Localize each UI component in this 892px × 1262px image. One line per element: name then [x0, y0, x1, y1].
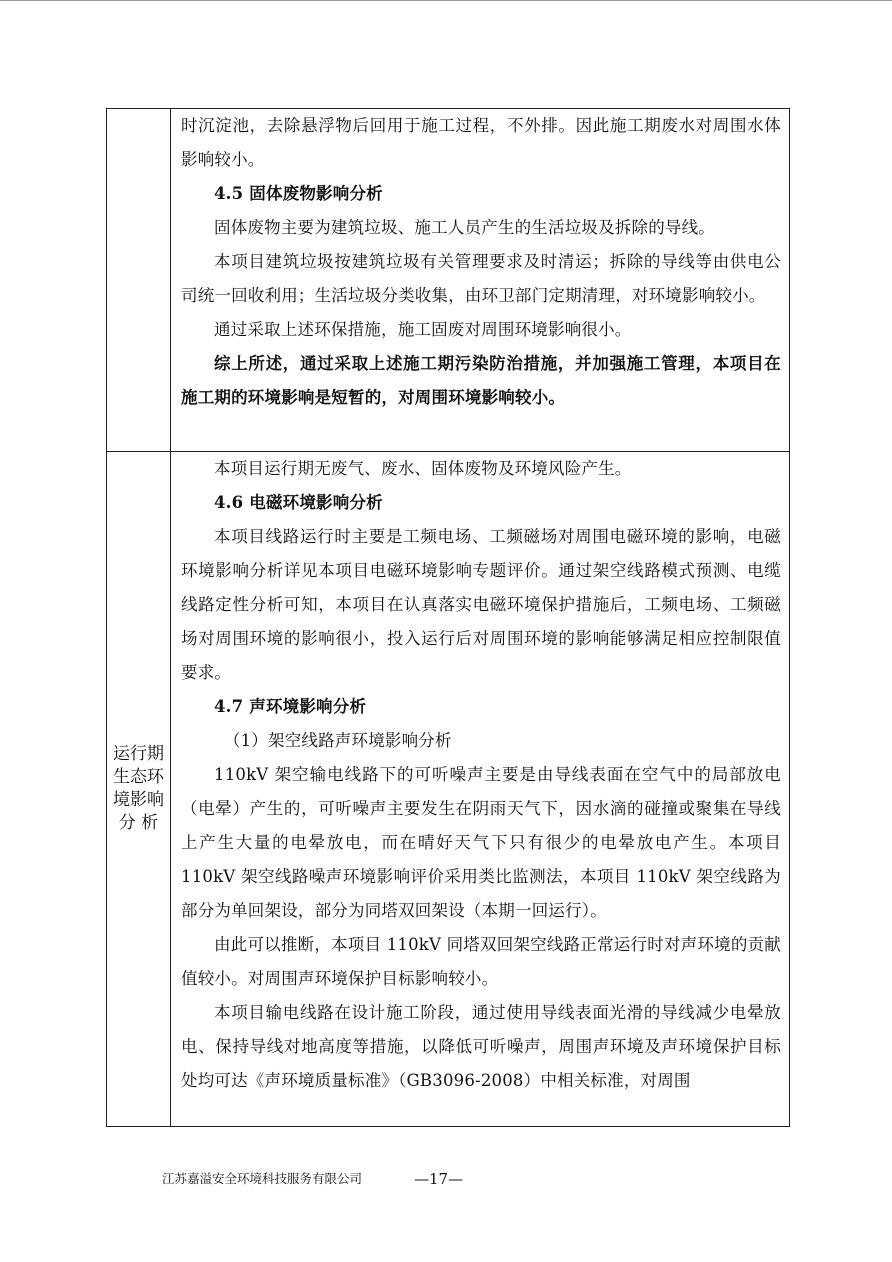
- subheading-overhead-line: （1）架空线路声环境影响分析: [223, 731, 452, 750]
- paragraph-noise-inference: 由此可以推断，本项目 110kV 同塔双回架空线路正常运行时对声环境的贡献值较小。对周围声环境保护目标影响较小。: [181, 935, 781, 988]
- operation-content-cell: [171, 452, 790, 1127]
- operation-label: [107, 743, 170, 835]
- table-row-operation: [107, 452, 790, 1127]
- paragraph-solid-waste-handling: 本项目建筑垃圾按建筑垃圾有关管理要求及时清运；拆除的导线等由供电公司统一回收利用；生活垃圾分类收集，由环卫部门定期清理，对环境影响较小。: [181, 252, 781, 305]
- row-label-empty: [107, 109, 171, 452]
- heading-4-5: 4.5 固体废物影响分析: [214, 184, 383, 203]
- paragraph-solid-waste-conclusion: 通过采取上述环保措施，施工固废对周围环境影响很小。: [214, 320, 632, 339]
- paragraph-solid-waste-source: 固体废物主要为建筑垃圾、施工人员产生的生活垃圾及拆除的导线。: [214, 218, 715, 237]
- heading-4-6: 4.6 电磁环境影响分析: [214, 493, 383, 512]
- paragraph-electromagnetic: 本项目线路运行时主要是工频电场、工频磁场对周围电磁环境的影响，电磁环境影响分析详见本项目电磁环境影响专题评价。通过架空线路模式预测、电缆线路定性分析可知，本项目在认真落实电磁环境保护措施后，工频电场、工频磁场对周围环境的影响很小，投入运行后对周围环境的影响能够满足相应控制限值要求。: [181, 527, 781, 682]
- assessment-table: [106, 108, 790, 1127]
- construction-content-cell: [171, 109, 790, 452]
- row-label-operation: [107, 452, 171, 1127]
- heading-4-7: 4.7 声环境影响分析: [214, 697, 367, 716]
- operation-label-line: 生态环: [113, 767, 164, 787]
- operation-label-line: 运行期: [113, 744, 164, 764]
- page-number: —17—: [414, 1170, 464, 1188]
- footer-company: 江苏嘉溢安全环境科技服务有限公司: [162, 1171, 363, 1186]
- paragraph-noise-source: 110kV 架空输电线路下的可听噪声主要是由导线表面在空气中的局部放电（电晕）产生的，可听噪声主要发生在阴雨天气下，因水滴的碰撞或聚集在导线上产生大量的电晕放电，而在晴好天气下只有很少的电晕放电产生。本项目 110kV 架空线路噪声环境影响评价采用类比监测法，本项目 110kV 架空线路为部分为单回架设，部分为同塔双回架设（本期一回运行）。: [181, 765, 781, 920]
- top-border-line: [0, 0, 892, 1]
- paragraph-construction-summary: 综上所述，通过采取上述施工期污染防治措施，并加强施工管理，本项目在施工期的环境影响是短暂的，对周围环境影响较小。: [181, 354, 781, 407]
- table-row-construction: [107, 109, 790, 452]
- paragraph-no-emissions: 本项目运行期无废气、废水、固体废物及环境风险产生。: [214, 459, 632, 478]
- page-footer: [0, 1167, 892, 1191]
- operation-label-line: 分 析: [118, 813, 159, 833]
- paragraph-noise-measures: 本项目输电线路在设计施工阶段，通过使用导线表面光滑的导线减少电晕放电、保持导线对地高度等措施，以降低可听噪声，周围声环境及声环境保护目标处均可达《声环境质量标准》（GB3096-2008）中相关标准，对周围: [181, 1003, 781, 1090]
- operation-label-line: 境影响: [113, 790, 164, 810]
- paragraph-wastewater-end: 时沉淀池，去除悬浮物后回用于施工过程，不外排。因此施工期废水对周围水体影响较小。: [181, 116, 781, 169]
